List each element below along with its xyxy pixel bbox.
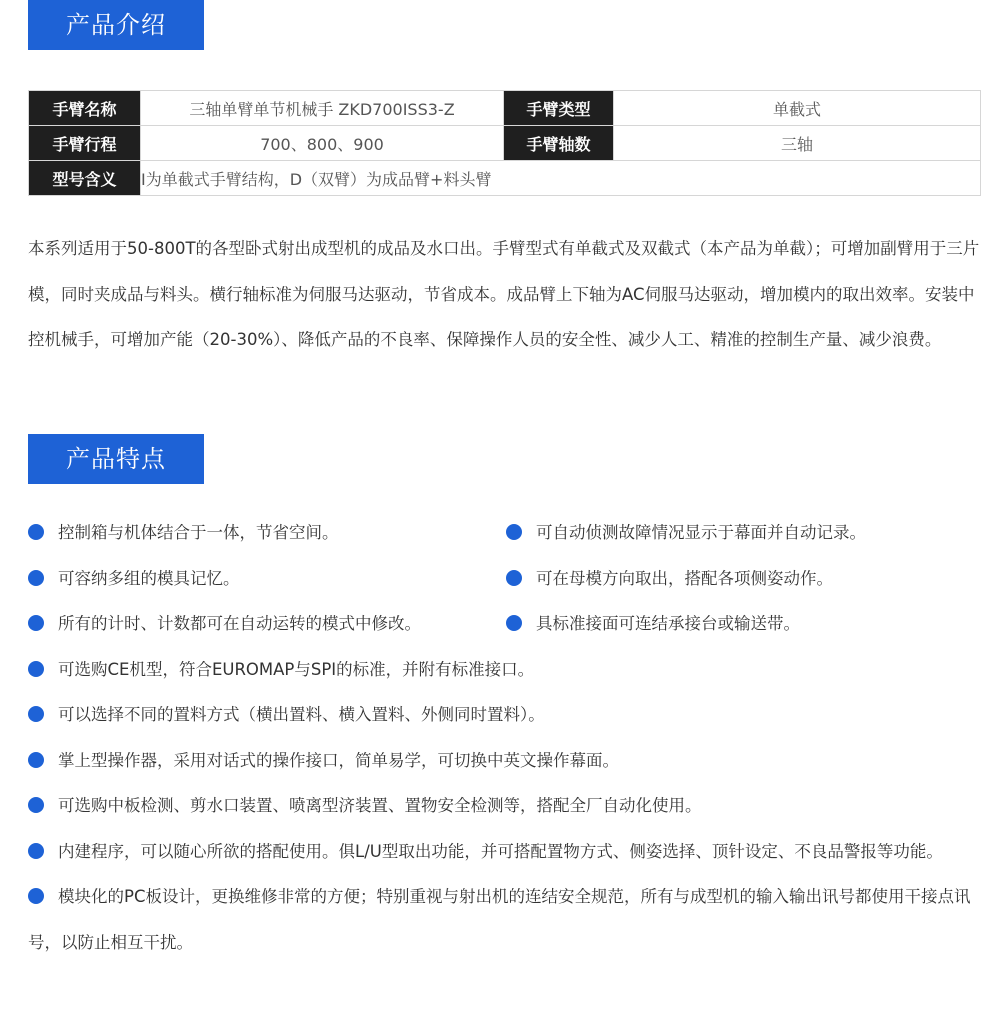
feature-text: 可以选择不同的置料方式（横出置料、横入置料、外侧同时置料）。 [58,705,545,724]
table-row [29,126,981,161]
arm-name-label: 手臂名称 [29,91,141,126]
bullet-dot-icon [28,888,44,904]
bullet-dot-icon [28,706,44,722]
feature-text: 控制箱与机体结合于一体，节省空间。 [58,523,339,542]
product-description: 本系列适用于50-800T的各型卧式射出成型机的成品及水口出。手臂型式有单截式及双截式（本产品为单截）；可增加副臂用于三片模，同时夹成品与料头。横行轴标准为伺服马达驱动，节省成本。成品臂上下轴为AC伺服马达驱动，增加模内的取出效率。安装中控机械手，可增加产能（20-30%）、降低产品的不良率、保障操作人员的安全性、减少人工、精准的控制生产量、减少浪费。 [28,239,980,350]
arm-stroke-value: 700、800、900 [141,126,504,161]
feature-text: 可选购中板检测、剪水口装置、喷离型济装置、置物安全检测等，搭配全厂自动化使用。 [58,796,702,815]
feature-row [28,783,988,829]
list-item [28,601,421,647]
bullet-dot-icon [28,524,44,540]
list-item [28,738,619,784]
feature-row [28,647,988,693]
feature-row [28,556,988,602]
list-item [28,647,534,693]
bullet-dot-icon [28,843,44,859]
feature-text: 可自动侦测故障情况显示于幕面并自动记录。 [536,523,866,542]
feature-text: 可容纳多组的模具记忆。 [58,568,240,588]
feature-text: 内建程序，可以随心所欲的搭配使用。俱L/U型取出功能，并可搭配置物方式、侧姿选择、顶针设定、不良品警报等功能。 [58,841,943,861]
feature-list [28,510,988,965]
list-item [28,556,240,602]
arm-stroke-label: 手臂行程 [29,126,141,161]
list-item [506,601,800,647]
arm-axes-label: 手臂轴数 [504,126,614,161]
model-meaning-label: 型号含义 [29,161,141,196]
table-row [29,91,981,126]
list-item [28,783,702,829]
bullet-dot-icon [28,661,44,677]
feature-text: 可在母模方向取出，搭配各项侧姿动作。 [536,568,833,588]
list-item [506,510,866,556]
feature-text: 模块化的PC板设计，更换维修非常的方便；特别重视与射出机的连结安全规范，所有与成型机的输入输出讯号都使用干接点讯号，以防止相互干扰。 [28,887,971,952]
arm-axes-value: 三轴 [614,126,981,161]
list-item [28,874,988,965]
feature-text: 掌上型操作器，采用对话式的操作接口，简单易学，可切换中英文操作幕面。 [58,750,619,770]
bullet-dot-icon [28,570,44,586]
table-row [29,161,981,196]
bullet-dot-icon [506,615,522,631]
feature-row [28,510,988,556]
arm-type-value: 单截式 [614,91,981,126]
list-item [28,692,545,738]
arm-type-label: 手臂类型 [504,91,614,126]
bullet-dot-icon [28,615,44,631]
bullet-dot-icon [506,570,522,586]
section-title-product-intro: 产品介绍 [28,0,204,50]
section-title-product-features: 产品特点 [28,434,204,484]
list-item [28,510,339,556]
bullet-dot-icon [506,524,522,540]
feature-row [28,601,988,647]
feature-text: 具标准接面可连结承接台或输送带。 [536,614,800,633]
bullet-dot-icon [28,797,44,813]
list-item [28,829,988,875]
model-meaning-value: I为单截式手臂结构，D（双臂）为成品臂+料头臂 [141,161,981,196]
bullet-dot-icon [28,752,44,768]
spec-table [28,90,981,196]
feature-row [28,738,988,784]
list-item [506,556,833,602]
feature-text: 可选购CE机型，符合EUROMAP与SPI的标准，并附有标准接口。 [58,659,535,679]
feature-text: 所有的计时、计数都可在自动运转的模式中修改。 [58,614,421,633]
arm-name-value: 三轴单臂单节机械手 ZKD700ISS3-Z [141,91,504,126]
feature-row [28,692,988,738]
